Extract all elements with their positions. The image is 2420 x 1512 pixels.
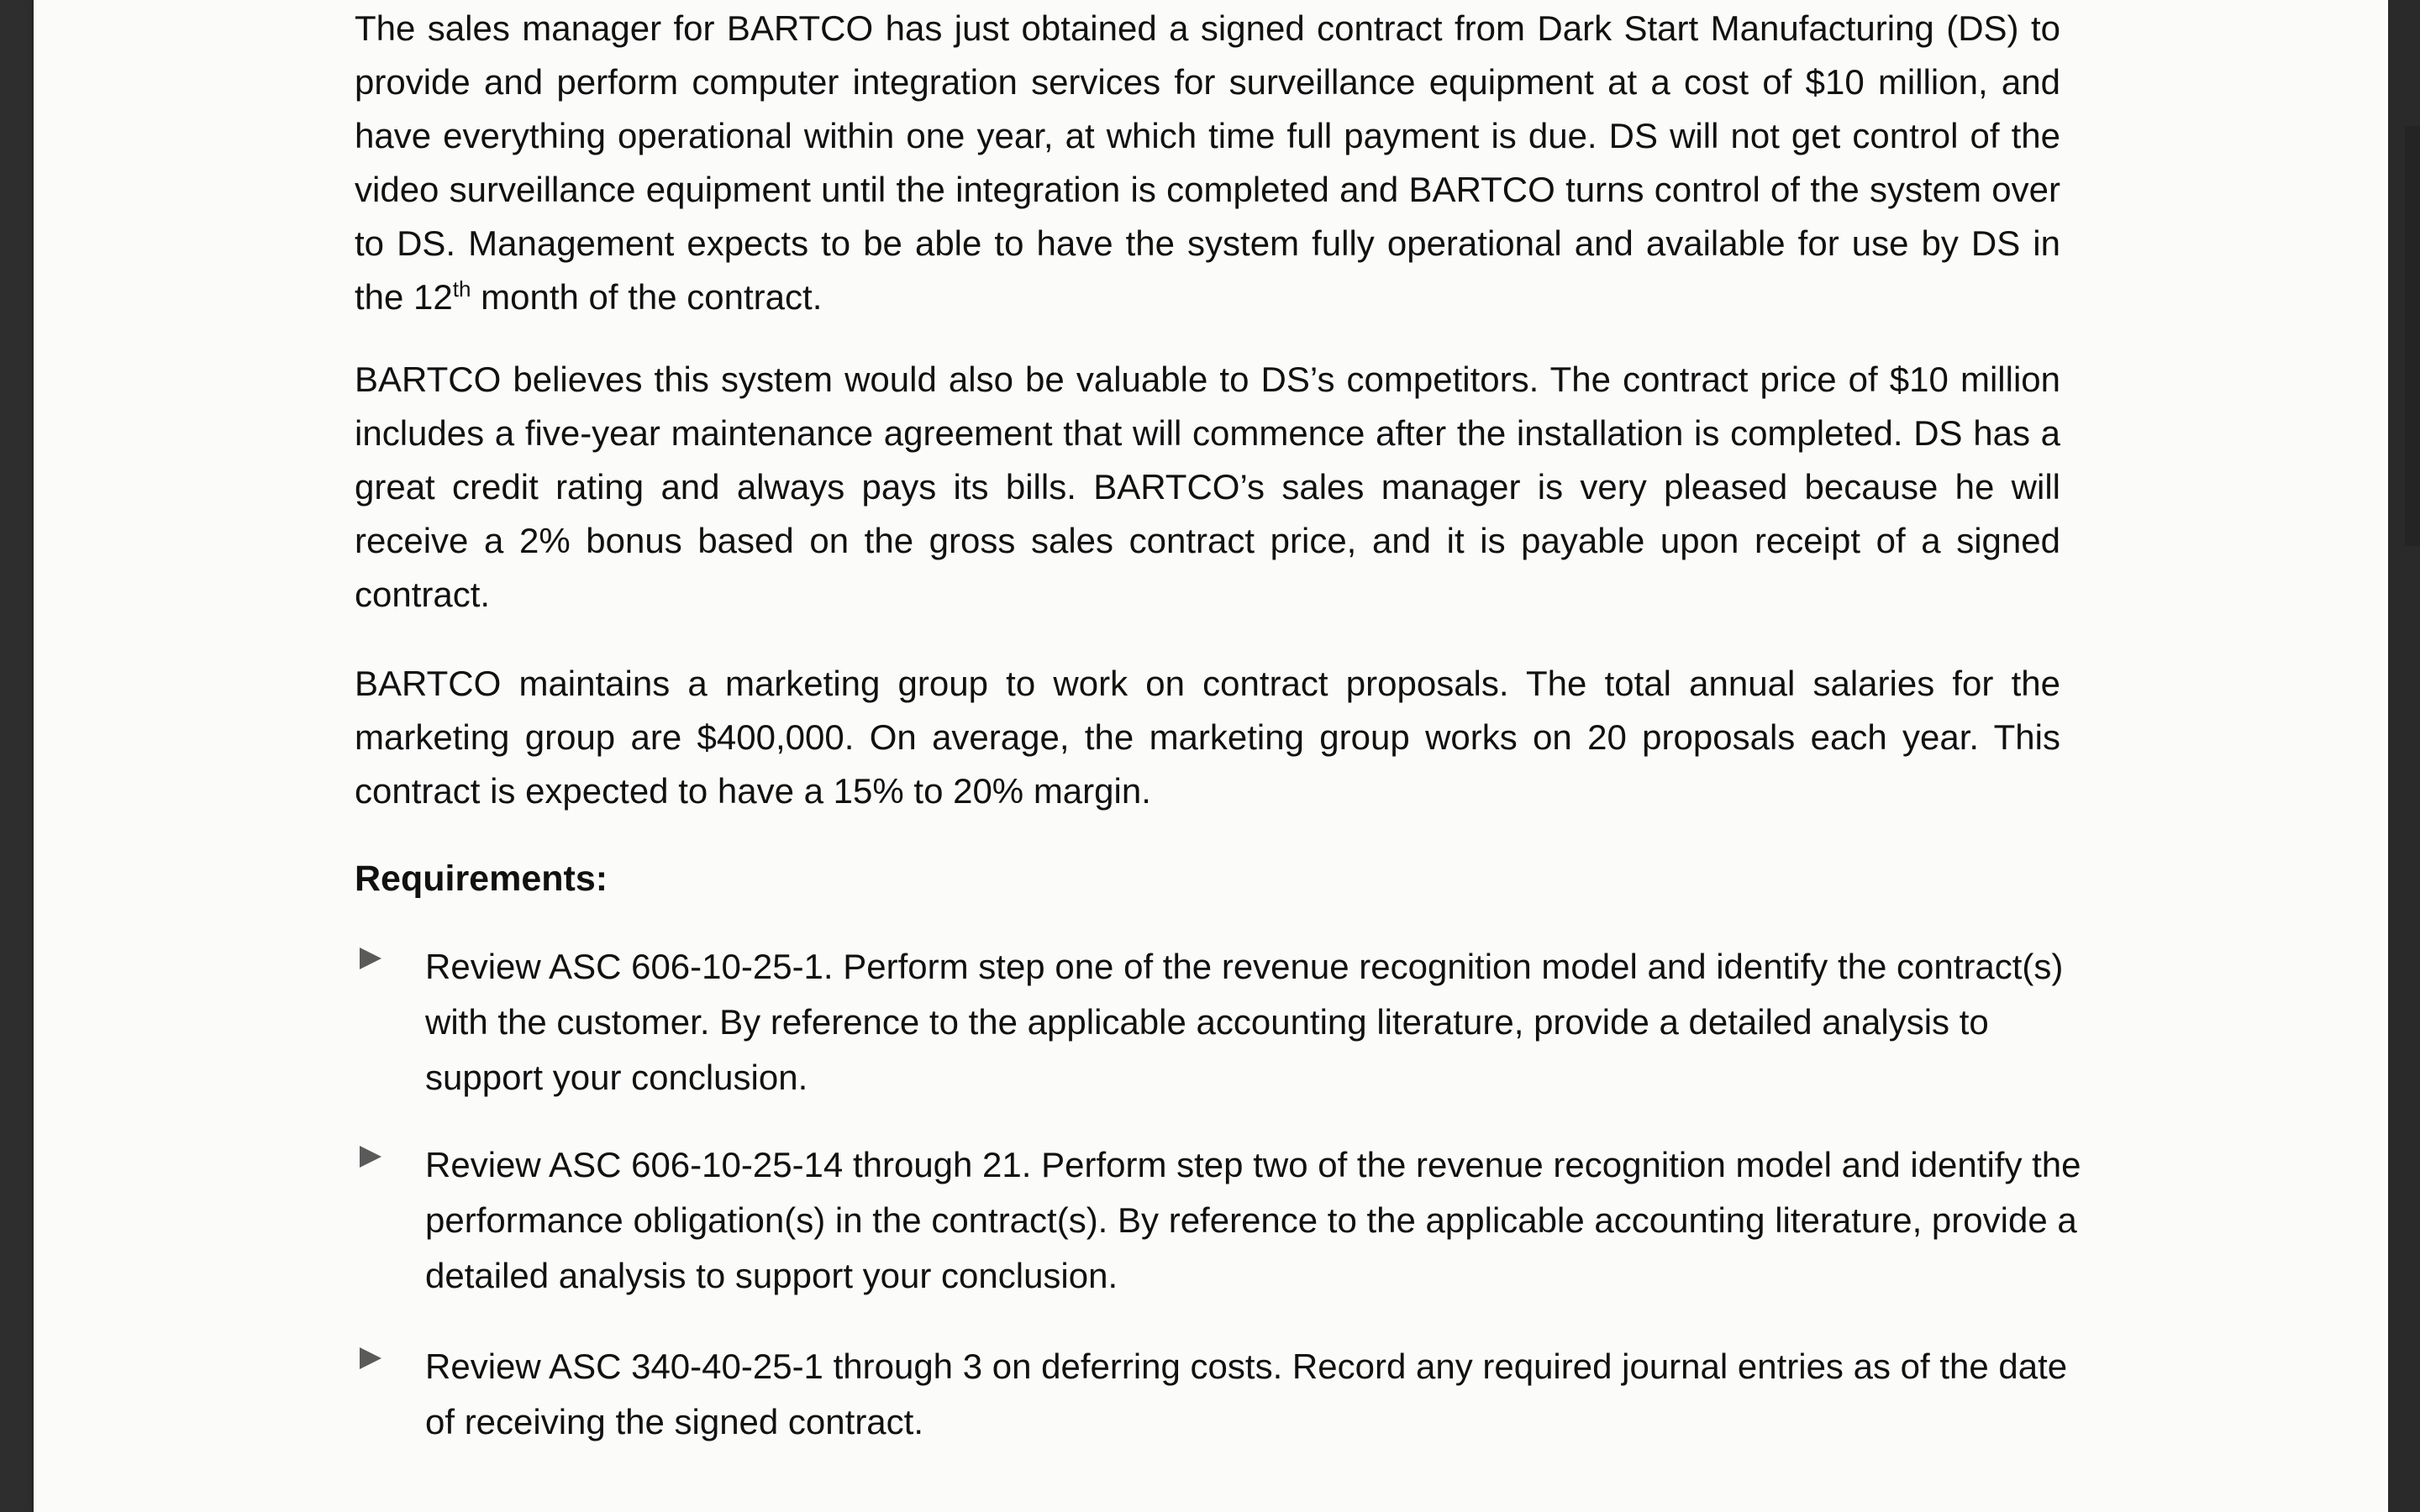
scrollbar-thumb[interactable] [2405, 126, 2420, 546]
paragraph-1-text: The sales manager for BARTCO has just obtained a signed contract from Dark Start Manufacturing (DS) to provide and perform computer integration services for surveillance equipment at a cost of $10 million, and have everything operational within one year, at which time full payment is due. DS will not get control of the video surveillance equipment until the integration is completed and BARTCO turns control of the system over to DS. Management expects to be able to have the system fully operational and available for use by DS in the 12 [355, 8, 2060, 317]
triangle-bullet-icon [360, 1146, 381, 1168]
document-page [34, 0, 2388, 1512]
requirement-text: Review ASC 606-10-25-14 through 21. Perform step two of the revenue recognition model and identify the performance obligation(s) in the contract(s). By reference to the applicable accounting literature, provide a detailed analysis to support your conclusion. [425, 1145, 2081, 1295]
paragraph-contract-terms: BARTCO believes this system would also be valuable to DS’s competitors. The contract price of $10 million includes a five-year maintenance agreement that will commence after the installation is completed. DS has a great credit rating and always pays its bills. BARTCO’s sales manager is very pleased because he will receive a 2% bonus based on the gross sales contract price, and it is payable upon receipt of a signed contract. [355, 360, 2060, 614]
ordinal-suffix: th [452, 276, 471, 302]
requirement-item [355, 1339, 2097, 1450]
paragraph-1-end: month of the contract. [471, 277, 823, 317]
requirements-list [355, 939, 2081, 1450]
requirement-item [355, 1137, 2089, 1304]
viewer-right-gutter [2388, 0, 2420, 1512]
requirements-heading: Requirements: [355, 858, 608, 899]
requirement-text: Review ASC 606-10-25-1. Perform step one of the revenue recognition model and identify the contract(s) with the customer. By reference to the applicable accounting literature, provide a detailed analysis to support your conclusion. [425, 947, 2064, 1097]
paragraph-marketing-group: BARTCO maintains a marketing group to work on contract proposals. The total annual salaries for the marketing group are $400,000. On average, the marketing group works on 20 proposals each year. This contract is expected to have a 15% to 20% margin. [355, 664, 2060, 811]
paragraph-contract-overview [355, 2, 2060, 324]
requirement-text: Review ASC 340-40-25-1 through 3 on deferring costs. Record any required journal entries as of the date of receiving the signed contract. [425, 1347, 2068, 1441]
triangle-bullet-icon [360, 1347, 381, 1369]
triangle-bullet-icon [360, 948, 381, 969]
requirement-item [355, 939, 2072, 1105]
